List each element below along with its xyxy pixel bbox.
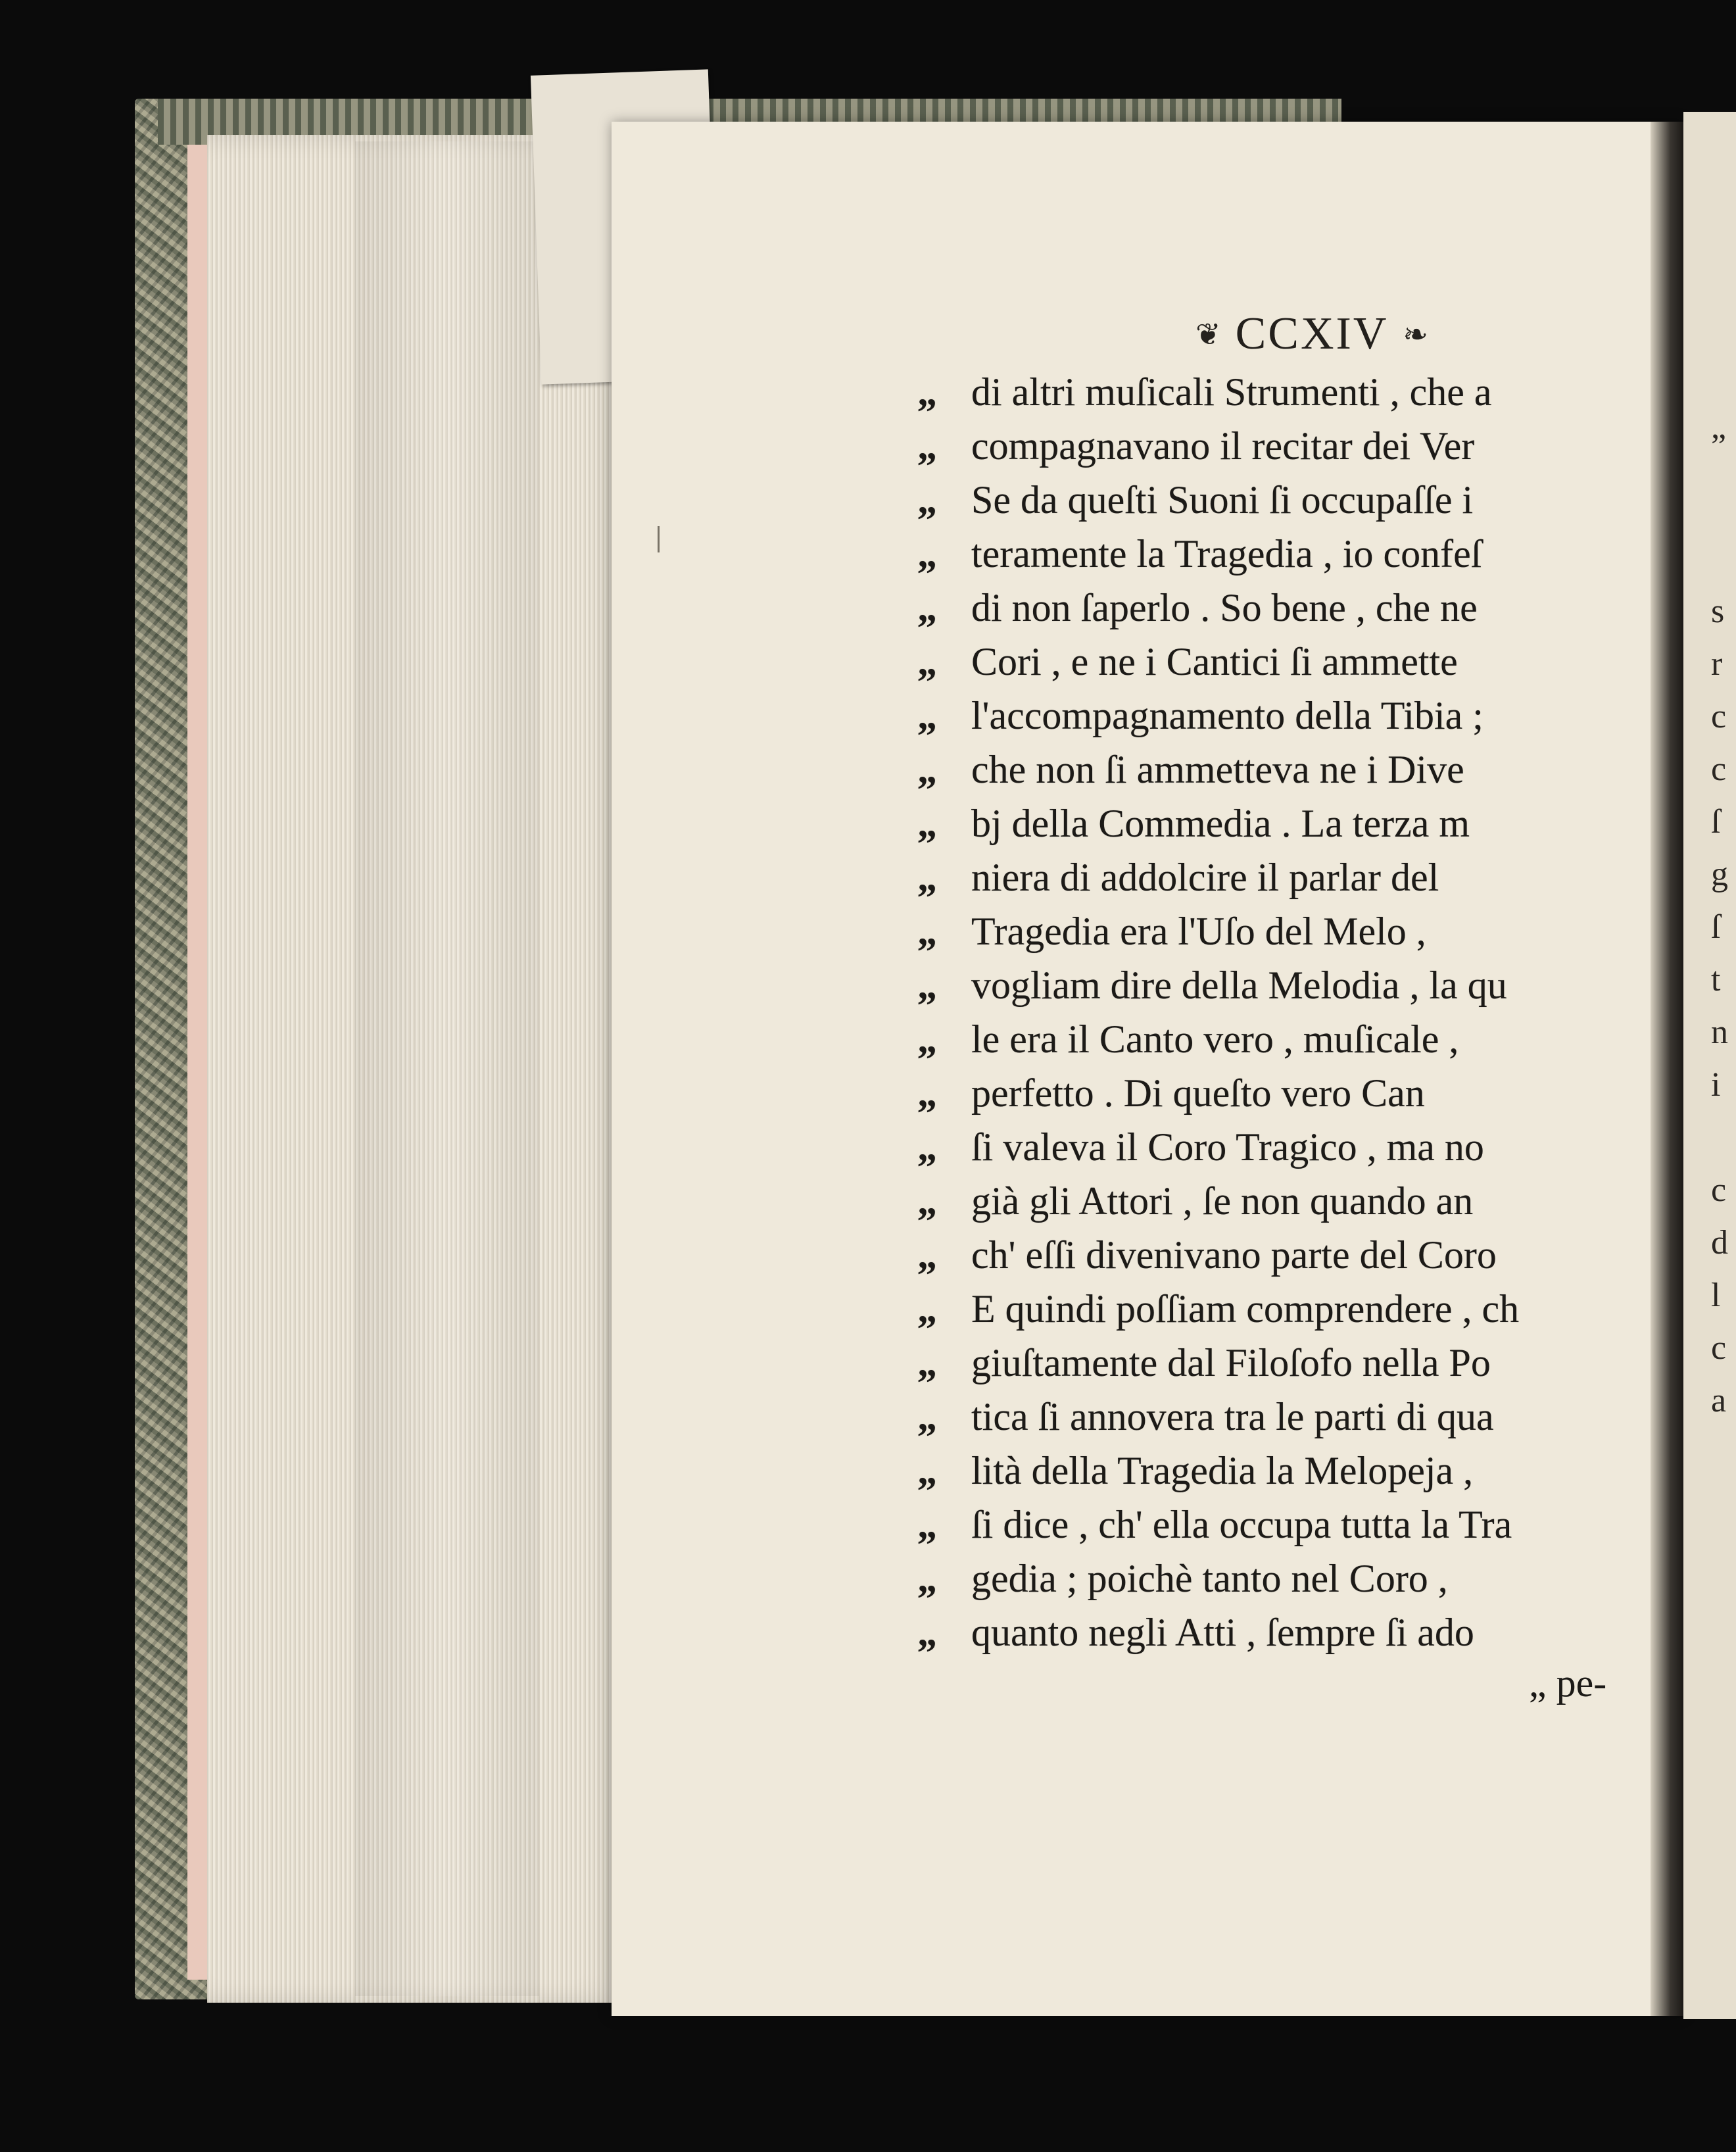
quote-mark: „: [917, 532, 937, 575]
text-line: [917, 1336, 1654, 1390]
margin-pencil-mark: [658, 526, 660, 552]
quote-mark: „: [917, 1557, 937, 1600]
text-line: [917, 635, 1654, 689]
text-line: [917, 1120, 1654, 1174]
text-line: [917, 796, 1654, 850]
text-line: [917, 581, 1654, 635]
quote-mark: „: [917, 1017, 937, 1061]
quote-mark: „: [917, 802, 937, 845]
line-text: che non ſi ammetteva ne i Dive: [971, 748, 1464, 791]
line-text: di non ſaperlo . So bene , che ne: [971, 586, 1478, 629]
text-line: [917, 419, 1654, 473]
running-head: [1128, 308, 1496, 360]
text-line: [917, 743, 1654, 796]
line-text: ſi dice , ch' ella occupa tutta la Tra: [971, 1503, 1512, 1546]
line-text: quanto negli Atti , ſempre ſi ado: [971, 1611, 1474, 1654]
quote-mark: „: [917, 478, 937, 522]
quote-mark: „: [917, 1179, 937, 1223]
line-text: perfetto . Di queſto vero Can: [971, 1071, 1425, 1115]
facing-page-text-fragment: „ s r c c ſ g ſ t n i c d l c a: [1711, 408, 1728, 1419]
line-text: compagnavano il recitar dei Ver: [971, 424, 1475, 468]
quote-mark: „: [917, 1611, 937, 1654]
page-block-shading: [355, 141, 539, 1996]
text-line: [917, 1390, 1654, 1444]
quote-mark: „: [917, 856, 937, 899]
body-text: [917, 365, 1654, 1667]
text-line: [917, 1444, 1654, 1498]
quote-mark: „: [917, 1503, 937, 1546]
text-line: [917, 850, 1654, 904]
text-line: [917, 1498, 1654, 1552]
line-text: Cori , e ne i Cantici ſi ammette: [971, 640, 1458, 683]
quote-mark: „: [917, 640, 937, 683]
line-text: l'accompagnamento della Tibia ;: [971, 694, 1483, 737]
quote-mark: „: [917, 1287, 937, 1331]
quote-mark: „: [917, 1341, 937, 1384]
line-text: tica ſi annovera tra le parti di qua: [971, 1395, 1494, 1438]
line-text: di altri muſicali Strumenti , che a: [971, 370, 1492, 414]
text-line: [917, 527, 1654, 581]
line-text: Tragedia era l'Uſo del Melo ,: [971, 910, 1426, 953]
quote-mark: „: [917, 1449, 937, 1492]
line-text: bj della Commedia . La terza m: [971, 802, 1470, 845]
catchword: „ pe-: [1529, 1661, 1607, 1705]
ornament-left-icon: ❦: [1195, 316, 1221, 352]
text-line: [917, 473, 1654, 527]
quote-mark: „: [917, 694, 937, 737]
line-text: già gli Attori , ſe non quando an: [971, 1179, 1474, 1223]
text-line: [917, 689, 1654, 743]
quote-mark: „: [917, 370, 937, 414]
text-line: [917, 365, 1654, 419]
quote-mark: „: [917, 1071, 937, 1115]
line-text: giuſtamente dal Filoſofo nella Po: [971, 1341, 1491, 1384]
page-gutter: [1651, 122, 1687, 2016]
line-text: E quindi poſſiam comprendere , ch: [971, 1287, 1520, 1331]
quote-mark: „: [917, 748, 937, 791]
line-text: teramente la Tragedia , io confeſ: [971, 532, 1482, 575]
page-number-roman: CCXIV: [1235, 308, 1389, 359]
text-line: [917, 958, 1654, 1012]
quote-mark: „: [917, 424, 937, 468]
quote-mark: „: [917, 910, 937, 953]
quote-mark: „: [917, 964, 937, 1007]
line-text: vogliam dire della Melodia , la qu: [971, 964, 1507, 1007]
line-text: niera di addolcire il parlar del: [971, 856, 1439, 899]
quote-mark: „: [917, 586, 937, 629]
text-line: [917, 1228, 1654, 1282]
line-text: ch' eſſi divenivano parte del Coro: [971, 1233, 1497, 1277]
text-line: [917, 1174, 1654, 1228]
line-text: lità della Tragedia la Melopeja ,: [971, 1449, 1474, 1492]
quote-mark: „: [917, 1233, 937, 1277]
text-line: [917, 1605, 1654, 1659]
text-line: [917, 1552, 1654, 1605]
line-text: Se da queſti Suoni ſi occupaſſe i: [971, 478, 1474, 522]
quote-mark: „: [917, 1125, 937, 1169]
text-line: [917, 1066, 1654, 1120]
text-line: [917, 904, 1654, 958]
line-text: le era il Canto vero , muſicale ,: [971, 1017, 1459, 1061]
line-text: gedia ; poichè tanto nel Coro ,: [971, 1557, 1448, 1600]
text-line: [917, 1012, 1654, 1066]
line-text: ſi valeva il Coro Tragico , ma no: [971, 1125, 1484, 1169]
text-line: [917, 1282, 1654, 1336]
ornament-right-icon: ❧: [1403, 316, 1428, 352]
quote-mark: „: [917, 1395, 937, 1438]
